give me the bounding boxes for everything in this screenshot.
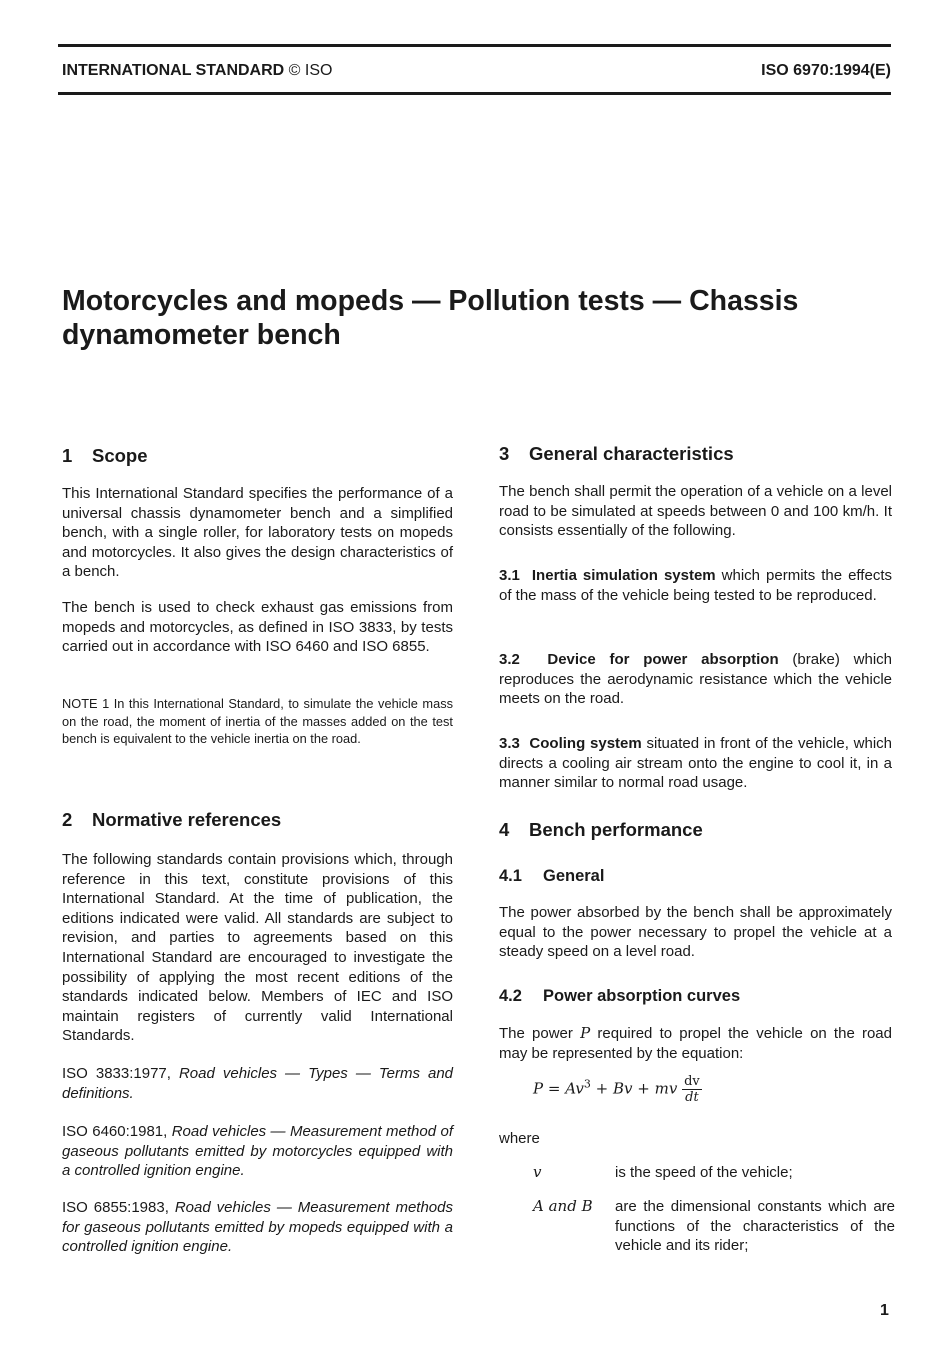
bench-heading: 4 Bench performance (499, 819, 703, 840)
subsection-4-1-paragraph (499, 903, 892, 962)
bench-general-p: The power absorbed by the bench shall be approximately equal to the power necessary to propel the vehicle at a steady speed on a level road. (499, 904, 892, 961)
reference-2: ISO 6460:1981, Road vehicles — Measurement method of gaseous pollutants emitted by motorcycles equipped with a controlled ignition engine. (62, 1123, 453, 1180)
normative-paragraph (62, 850, 453, 1046)
general-heading: 3 General characteristics (499, 443, 734, 464)
scope-p1: This International Standard specifies the performance of a universal chassis dynamometer bench and a simplified bench, with a single roller, for laboratory tests on mopeds and motorcycles. It also gives the design characteristics of a bench. (62, 485, 453, 581)
subsection-4-2 (499, 985, 892, 1007)
header-bottom-rule (58, 92, 891, 95)
subsection-4-1 (499, 865, 892, 887)
normative-heading: 2 Normative references (62, 809, 282, 830)
power-curves-subheading: 4.2 Power absorption curves (499, 987, 741, 1005)
scope-note: NOTE 1 In this International Standard, to simulate the vehicle mass on the road, the moment of inertia of the masses added on the test bench is equivalent to the vehicle inertia on the road. (62, 696, 453, 747)
reference-1: ISO 3833:1977, Road vehicles — Types — Terms and definitions. (62, 1065, 454, 1102)
general-subheading: 4.1 General (499, 867, 605, 885)
section-bench (499, 818, 892, 842)
section-general (499, 442, 892, 466)
general-paragraph (499, 482, 892, 541)
general-p1: The bench shall permit the operation of a vehicle on a level road to be simulated at speeds between 0 and 100 km/h. It consists essentially of the following. (499, 483, 892, 540)
scope-p2: The bench is used to check exhaust gas emissions from mopeds and motorcycles, as defined in ISO 3833, by tests carried out in accordance with ISO 6460 and ISO 6855. (62, 599, 453, 656)
header-standard-label: INTERNATIONAL STANDARD (62, 62, 285, 79)
header-left (62, 62, 332, 80)
section-scope (62, 444, 453, 468)
power-equation: $P = Av^3 + Bv$ + mv $\frac{dv}{dt}$ (533, 1074, 700, 1105)
scope-heading: 1 Scope (62, 445, 148, 466)
header-top-rule (58, 44, 891, 47)
scope-paragraph-1 (62, 484, 453, 582)
header-copyright: © ISO (288, 62, 333, 79)
where-label: where (499, 1130, 540, 1147)
section-normative (62, 808, 453, 832)
document-title: Motorcycles and mopeds — Pollution tests — Chassis dynamometer bench (62, 285, 799, 351)
page-number: 1 (880, 1302, 889, 1319)
item-3-2: 3.2 Device for power absorption (brake) which reproduces the aerodynamic resistance which the vehicle meets on the road. (499, 651, 892, 708)
header-right: ISO 6970:1994(E) (761, 62, 891, 79)
equation-fraction: $\frac{dv}{dt}$ (684, 1074, 700, 1105)
item-3-3: 3.3 Cooling system situated in front of the vehicle, which directs a cooling air stream onto the engine to cool it, in a manner similar to normal road usage. (499, 735, 892, 792)
item-3-1: 3.1 Inertia simulation system which permits the effects of the mass of the vehicle being tested to be reproduced. (499, 567, 892, 604)
scope-paragraph-2 (62, 598, 453, 657)
reference-3: ISO 6855:1983, Road vehicles — Measurement methods for gaseous pollutants emitted by mopeds equipped with a controlled ignition engine. (62, 1199, 453, 1256)
normative-p1: The following standards contain provisions which, through reference in this text, constitute provisions of this International Standard. At the time of publication, the editions indicated were valid. All standards are subject to revision, and parties to agreements based on this International Standard are encouraged to investigate the possibility of applying the most recent editions of the standards indicated below. Members of IEC and ISO maintain registers of currently valid International Standards. (62, 851, 453, 1045)
subsection-4-2-paragraph: The power P required to propel the vehicle on the road may be represented by the equation: (499, 1024, 892, 1062)
